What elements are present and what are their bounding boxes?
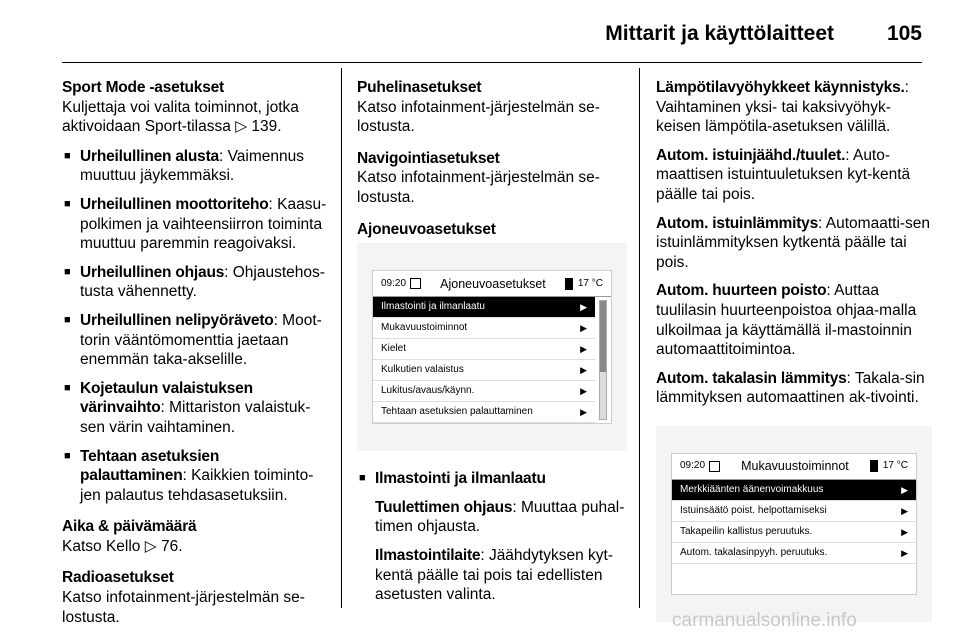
- menu-item: Autom. takalasinpyyh. peruutuks. ▶: [672, 543, 916, 564]
- menu-item: Tehtaan asetuksien palauttaminen ▶: [373, 402, 595, 423]
- ref-arrow-icon: ▷: [235, 118, 248, 136]
- screen-scrollbar: [599, 300, 607, 420]
- phone-icon: [565, 278, 573, 290]
- screen-time: 09:20: [680, 460, 706, 472]
- list-item: ■ Kojetaulun valaistuksen värinvaihto: Mittariston valaistuk-sen värin vaihtaminen.: [62, 379, 328, 438]
- nav-heading: Navigointiasetukset: [357, 149, 500, 167]
- arrow-right-icon: ▶: [580, 365, 587, 376]
- phone-icon: [870, 460, 878, 472]
- date-text: Katso Kello ▷ 76.: [62, 537, 183, 555]
- vehicle-heading: Ajoneuvoasetukset: [357, 220, 496, 238]
- screen-temp: 17 °C: [882, 460, 908, 472]
- arrow-right-icon: ▶: [901, 505, 908, 516]
- watermark: carmanualsonline.info: [672, 610, 857, 631]
- column-1: [62, 78, 328, 637]
- menu-item: Kielet ▶: [373, 339, 595, 360]
- menu-item: Takapeilin kallistus peruutuks. ▶: [672, 522, 916, 543]
- list-item: Autom. takalasin lämmitys: Takala-sin lämmityksen automaattinen ak-tivointi.: [656, 369, 925, 407]
- radio-text: Katso infotainment-järjestelmän se-lostusta.: [62, 589, 305, 626]
- phone-heading: Puhelinasetukset: [357, 79, 482, 96]
- page-number: 105: [886, 22, 922, 45]
- arrow-right-icon: ▶: [580, 407, 587, 418]
- phone-text: Katso infotainment-järjestelmän se-lostusta.: [357, 98, 600, 136]
- sport-mode-text: Kuljettaja voi valita toiminnot, jotka aktivoidaan Sport-tilassa ▷ 139.: [62, 98, 299, 136]
- arrow-right-icon: ▶: [901, 484, 908, 495]
- arrow-right-icon: ▶: [901, 526, 908, 537]
- list-item: ■ Tehtaan asetuksien palauttaminen: Kaikkien toiminto-jen palautus tehdasasetuksiin.: [62, 447, 328, 506]
- screen-title: Ajoneuvoasetukset: [440, 276, 546, 291]
- radio-heading: Radioasetukset: [62, 569, 174, 587]
- screen-temp: 17 °C: [577, 277, 603, 289]
- list-item: ■ Urheilullinen moottoriteho: Kaasu-polkimen ja vaihteensiirron toiminta muuttuu paremmin reagoivaksi.: [62, 195, 328, 254]
- list-item: Tuulettimen ohjaus: Muuttaa puhal-timen ohjausta.: [375, 498, 625, 536]
- arrow-right-icon: ▶: [580, 323, 587, 334]
- menu-item: Lukitus/avaus/käynn. ▶: [373, 381, 595, 402]
- arrow-right-icon: ▶: [580, 302, 587, 313]
- nav-text: Katso infotainment-järjestelmän se-lostusta.: [357, 169, 600, 206]
- status-icon: [709, 461, 720, 472]
- header-title: Mittarit ja käyttölaitteet: [605, 22, 834, 45]
- list-item: Lämpötilavyöhykkeet käynnistyks.: Vaihtaminen yksi- tai kaksivyöhyk-keisen lämpötila-asetuksen välillä.: [656, 79, 909, 136]
- column-divider-2: [639, 68, 640, 608]
- list-item: ■ Urheilullinen ohjaus: Ohjaustehos-tusta vähennetty.: [62, 263, 328, 302]
- status-icon: [410, 278, 421, 289]
- menu-item: Ilmastointi ja ilmanlaatu ▶: [373, 297, 595, 318]
- date-heading: Aika & päivämäärä: [62, 518, 197, 536]
- arrow-right-icon: ▶: [580, 386, 587, 397]
- screen-title: Mukavuustoiminnot: [741, 459, 849, 474]
- menu-item: Istuinsäätö poist. helpottamiseksi ▶: [672, 501, 916, 522]
- screen-time: 09:20: [381, 277, 407, 289]
- ref-arrow-icon: ▷: [144, 537, 157, 555]
- menu-item: Kulkutien valaistus ▶: [373, 360, 595, 381]
- menu-item: Mukavuustoiminnot ▶: [373, 318, 595, 339]
- sport-mode-heading: Sport Mode -asetukset: [62, 79, 225, 96]
- list-item: Autom. istuinjäähd./tuulet.: Auto-maattisen istuintuuletuksen kyt-kentä päälle tai pois.: [656, 146, 911, 203]
- list-item: ■ Urheilullinen nelipyöräveto: Moot-torin vääntömomenttia jaetaan enemmän taka-akselille.: [62, 311, 328, 370]
- comfort-settings-screen: [656, 426, 932, 622]
- vehicle-settings-screen: [357, 243, 627, 451]
- column-3: [656, 78, 932, 640]
- column-2: [357, 78, 627, 614]
- arrow-right-icon: ▶: [901, 547, 908, 558]
- list-item: Ilmastointilaite: Jäähdytyksen kyt-kentä päälle tai pois tai edellisten asetusten valinta.: [375, 546, 613, 604]
- menu-item: Merkkiäänten äänenvoimakkuus ▶: [672, 480, 916, 501]
- list-item: ■ Urheilullinen alusta: Vaimennus muuttuu jäykemmäksi.: [62, 147, 328, 186]
- page-header: [62, 0, 922, 63]
- list-item: Autom. istuinlämmitys: Automaatti-sen istuinlämmityksen kytkentä päälle tai pois.: [656, 214, 931, 271]
- list-item: Autom. huurteen poisto: Auttaa tuulilasin huurteenpoistoa ohjaa-malla ulkoilmaa ja käyttämällä il-mastoinnin automaattitoimintoa.: [656, 282, 917, 359]
- column-divider-1: [341, 68, 342, 608]
- sport-mode-ref: 139.: [251, 118, 282, 136]
- list-item: ■ Ilmastointi ja ilmanlaatu: [357, 469, 627, 489]
- arrow-right-icon: ▶: [580, 344, 587, 355]
